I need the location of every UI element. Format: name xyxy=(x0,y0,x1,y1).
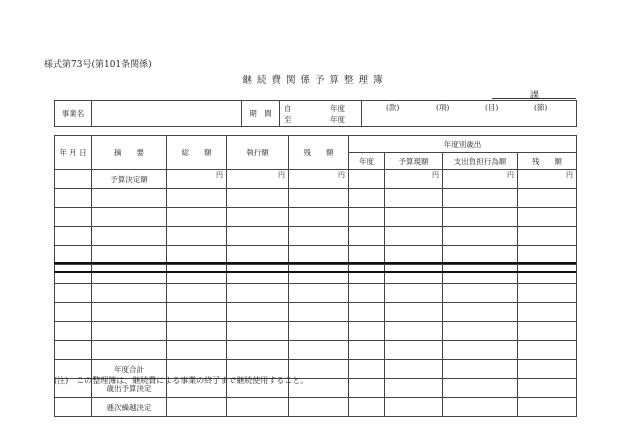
cell[interactable] xyxy=(55,398,92,417)
project-name-label: 事業名 xyxy=(55,101,92,127)
cell[interactable] xyxy=(349,170,385,189)
budget-code-setsu: (節) xyxy=(534,103,548,112)
col-summary: 摘 要 xyxy=(92,136,167,170)
table-row[interactable] xyxy=(55,341,577,360)
col-date: 年 月 日 xyxy=(55,136,92,170)
yen-unit: 円 xyxy=(443,170,518,189)
yen-unit: 円 xyxy=(518,170,577,189)
document-title: 継続費関係予算整理簿 xyxy=(242,75,388,86)
project-name-field[interactable] xyxy=(92,101,242,127)
section-divider-bottom xyxy=(54,271,576,273)
col-annual-remaining: 残 額 xyxy=(518,153,577,170)
budget-decision-label: 予算決定額 xyxy=(92,170,167,189)
table-row[interactable] xyxy=(55,208,577,227)
project-info-table xyxy=(54,100,577,127)
period-to-nendo: 年度 xyxy=(330,115,345,124)
table-row xyxy=(55,170,577,189)
budget-code-kou: (項) xyxy=(436,103,450,112)
period-field[interactable] xyxy=(280,101,362,127)
col-annual-group: 年度別歳出 xyxy=(349,136,577,153)
form-number: 様式第73号(第101条関係) xyxy=(44,60,152,70)
department-underline xyxy=(492,98,576,99)
budget-code-kan: (款) xyxy=(386,103,400,112)
col-remaining: 残 額 xyxy=(289,136,349,170)
department-label: 課 xyxy=(530,91,540,101)
carryover-decision-label: 逓次繰越決定 xyxy=(92,398,167,417)
table-row xyxy=(55,398,577,417)
budget-code-moku: (目) xyxy=(485,103,499,112)
col-annual-year: 年度 xyxy=(349,153,385,170)
period-from-label: 自 xyxy=(284,104,292,113)
col-annual-commitment: 支出負担行為額 xyxy=(443,153,518,170)
section-divider-top xyxy=(54,262,576,264)
period-to-label: 至 xyxy=(284,115,292,124)
table-row[interactable] xyxy=(55,303,577,322)
period-from-nendo: 年度 xyxy=(330,104,345,113)
period-label: 期 間 xyxy=(242,101,280,127)
expenditure-decision-label: 歳出予算決定 xyxy=(92,379,167,398)
table-row[interactable] xyxy=(55,322,577,341)
budget-code-field[interactable] xyxy=(362,101,577,127)
yen-unit: 円 xyxy=(167,170,227,189)
col-executed: 執行額 xyxy=(227,136,289,170)
cell[interactable] xyxy=(55,170,92,189)
yen-unit: 円 xyxy=(227,170,289,189)
table-row[interactable] xyxy=(55,189,577,208)
col-annual-budget: 予算現額 xyxy=(385,153,443,170)
table-row[interactable] xyxy=(55,227,577,246)
col-total: 総 額 xyxy=(167,136,227,170)
yen-unit: 円 xyxy=(385,170,443,189)
table-row[interactable] xyxy=(55,265,577,284)
yen-unit: 円 xyxy=(289,170,349,189)
year-total-label: 年度合計 xyxy=(92,360,167,379)
footnote: (注) この整理簿は、継続費による事業の終了まで継続使用すること。 xyxy=(54,376,309,385)
table-row[interactable] xyxy=(55,284,577,303)
